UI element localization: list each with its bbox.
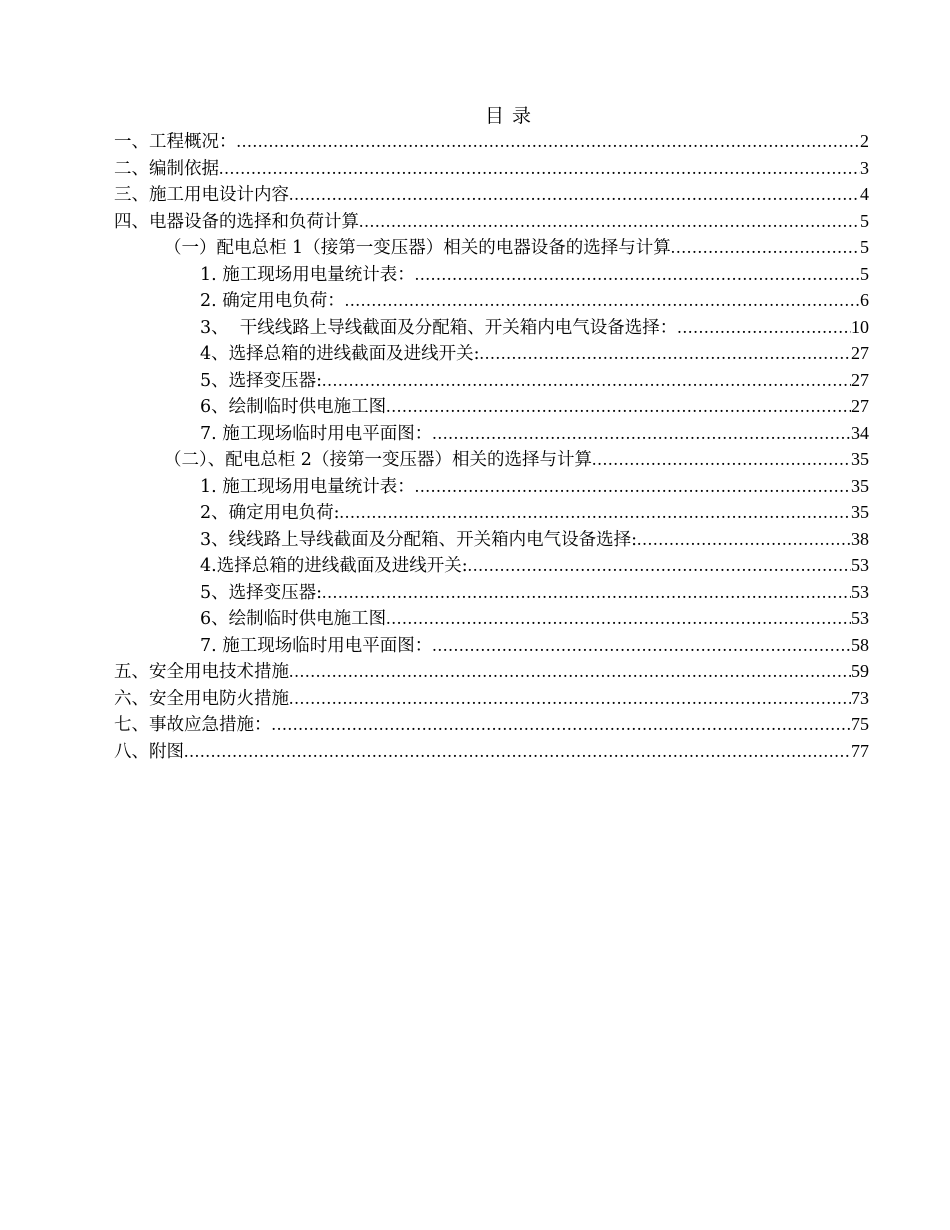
toc-page-number: 53	[851, 608, 869, 628]
toc-entry[interactable]	[114, 446, 869, 473]
toc-entry[interactable]	[114, 473, 869, 500]
toc-entry[interactable]	[114, 579, 869, 606]
toc-entry-text: 5、选择变压器:	[200, 370, 323, 391]
toc-page-number: 34	[851, 422, 869, 443]
toc-dot-leader	[219, 155, 860, 182]
toc-page-number: 5	[860, 210, 869, 231]
toc-entry-text: 6、绘制临时供电施工图	[200, 397, 387, 417]
toc-entry-text: 1. 施工现场用电量统计表：	[200, 264, 415, 285]
toc-dot-leader	[237, 128, 861, 155]
toc-entry[interactable]	[114, 393, 869, 420]
toc-dot-leader	[671, 234, 860, 261]
toc-dot-leader	[322, 367, 851, 394]
toc-entry-text: 1. 施工现场用电量统计表：	[200, 476, 415, 497]
toc-entry-text: 7. 施工现场临时用电平面图：	[200, 423, 433, 444]
toc-entry-text: 2、确定用电负荷:	[200, 503, 340, 523]
toc-entry-text: 七、事故应急措施：	[114, 715, 272, 735]
toc-entry[interactable]	[114, 420, 869, 447]
toc-dot-leader	[345, 287, 860, 314]
toc-page-number: 5	[860, 263, 869, 284]
toc-entry-text: （一）配电总柜 1（接第一变压器）相关的电器设备的选择与计算	[164, 238, 671, 258]
toc-entry[interactable]	[114, 658, 869, 685]
toc-page-number: 35	[851, 475, 869, 496]
toc-dot-leader	[289, 658, 851, 685]
toc-dot-leader	[289, 181, 860, 208]
toc-page-number: 10	[851, 316, 869, 337]
toc-entry[interactable]	[114, 367, 869, 394]
toc-entry-text: 六、安全用电防火措施	[114, 688, 289, 709]
toc-page-number: 75	[851, 714, 869, 734]
toc-page-number: 38	[851, 528, 869, 549]
toc-entry[interactable]	[114, 605, 869, 632]
toc-entry[interactable]	[114, 155, 869, 182]
toc-entry-text: 4.选择总箱的进线截面及进线开关:	[200, 556, 468, 576]
toc-entry[interactable]	[114, 181, 869, 208]
toc-dot-leader	[677, 314, 851, 341]
toc-page-number: 27	[851, 396, 869, 416]
toc-dot-leader	[637, 526, 851, 553]
toc-entry[interactable]	[114, 526, 869, 553]
toc-page-number: 27	[851, 343, 869, 363]
toc-dot-leader	[415, 261, 860, 288]
toc-dot-leader	[322, 579, 851, 606]
toc-page-number: 4	[860, 184, 869, 204]
toc-dot-leader	[415, 473, 851, 500]
toc-dot-leader	[432, 632, 851, 659]
toc-page-number: 5	[860, 237, 869, 257]
toc-dot-leader	[340, 499, 851, 526]
toc-dot-leader	[480, 340, 851, 367]
toc-entry[interactable]	[114, 234, 869, 261]
toc-title: 目录	[484, 105, 539, 127]
toc-entry-text: （二）、配电总柜 2（接第一变压器）相关的选择与计算	[164, 450, 592, 470]
toc-entry[interactable]	[114, 711, 869, 738]
toc-entry-text: 3、 干线线路上导线截面及分配箱、开关箱内电气设备选择：	[200, 317, 678, 338]
toc-dot-leader	[386, 393, 851, 420]
toc-page-number: 77	[851, 740, 869, 761]
toc-dot-leader	[432, 420, 851, 447]
toc-entry[interactable]	[114, 499, 869, 526]
toc-entry[interactable]	[114, 340, 869, 367]
toc-entry[interactable]	[114, 632, 869, 659]
toc-entry[interactable]	[114, 287, 869, 314]
toc-entry-text: 三、施工用电设计内容	[114, 185, 289, 205]
toc-page-number: 27	[851, 369, 869, 390]
table-of-contents	[114, 128, 869, 764]
toc-entry-text: 二、编制依据	[114, 158, 219, 179]
toc-dot-leader	[386, 605, 851, 632]
toc-dot-leader	[592, 446, 851, 473]
toc-dot-leader	[184, 738, 851, 765]
toc-entry[interactable]	[114, 208, 869, 235]
toc-entry-text: 5、选择变压器:	[200, 582, 323, 603]
toc-page-number: 6	[860, 290, 869, 310]
toc-page-number: 35	[851, 449, 869, 469]
toc-page-number: 35	[851, 502, 869, 522]
toc-dot-leader	[289, 685, 851, 712]
toc-page-number: 58	[851, 634, 869, 655]
toc-page-number: 59	[851, 661, 869, 681]
toc-dot-leader	[359, 208, 860, 235]
toc-page-number: 3	[860, 157, 869, 178]
toc-entry[interactable]	[114, 738, 869, 765]
toc-entry-text: 2. 确定用电负荷：	[200, 291, 345, 311]
toc-dot-leader	[272, 711, 852, 738]
toc-entry-text: 4、选择总箱的进线截面及进线开关:	[200, 344, 480, 364]
toc-entry-text: 一、工程概况：	[114, 132, 237, 152]
toc-dot-leader	[468, 552, 851, 579]
toc-page-number: 53	[851, 555, 869, 575]
toc-entry-text: 八、附图	[114, 741, 184, 762]
toc-entry[interactable]	[114, 128, 869, 155]
toc-page-number: 73	[851, 687, 869, 708]
toc-entry[interactable]	[114, 552, 869, 579]
toc-entry-text: 6、绘制临时供电施工图	[200, 609, 387, 629]
toc-entry-text: 五、安全用电技术措施	[114, 662, 289, 682]
toc-page-number: 2	[860, 131, 869, 151]
toc-entry[interactable]	[114, 261, 869, 288]
toc-entry-text: 3、线线路上导线截面及分配箱、开关箱内电气设备选择:	[200, 529, 638, 550]
toc-entry-text: 7. 施工现场临时用电平面图：	[200, 635, 433, 656]
toc-entry-text: 四、电器设备的选择和负荷计算	[114, 211, 359, 232]
toc-page-number: 53	[851, 581, 869, 602]
toc-entry[interactable]	[114, 314, 869, 341]
toc-entry[interactable]	[114, 685, 869, 712]
